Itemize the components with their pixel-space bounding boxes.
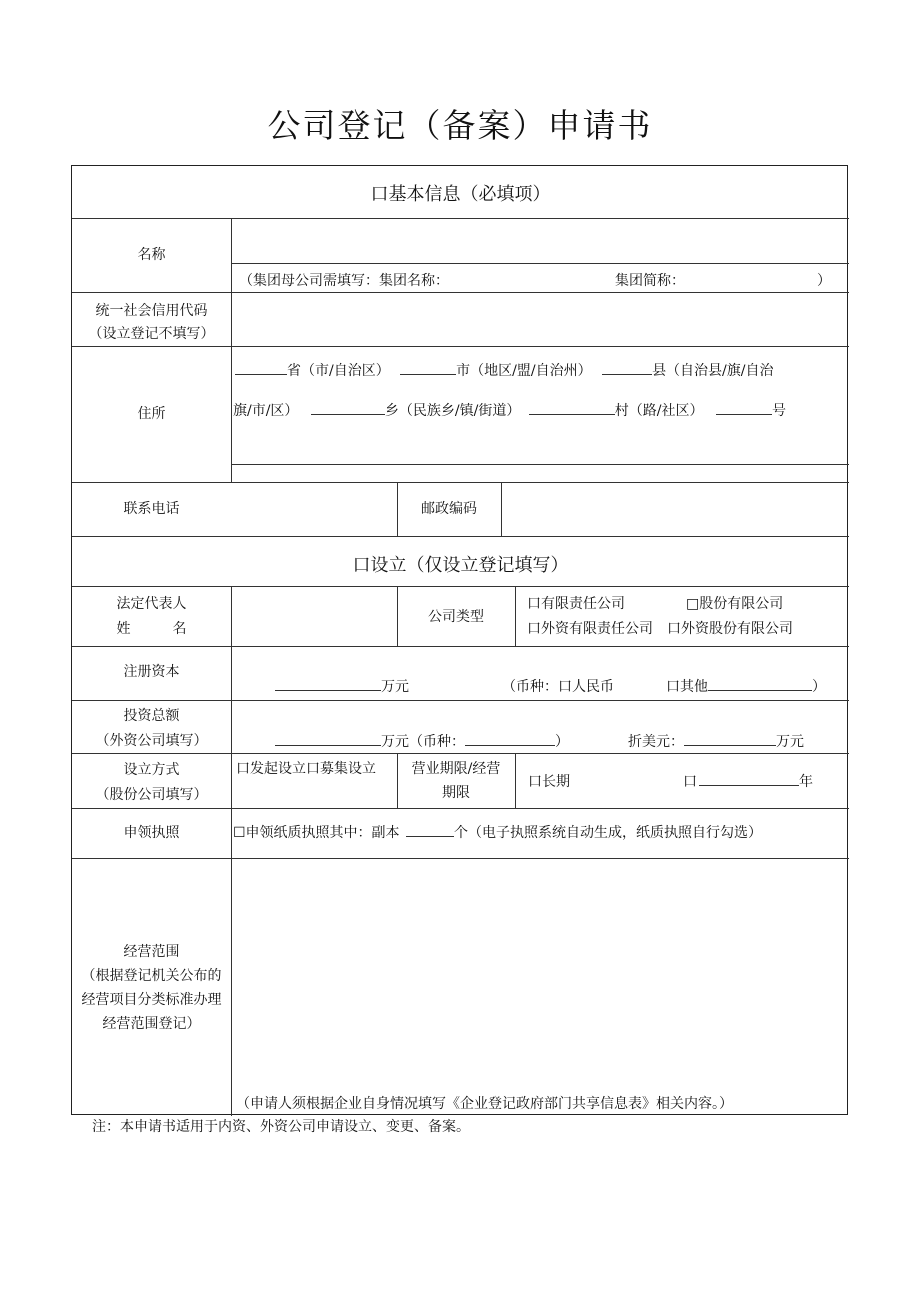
- type-option-foreign-llc[interactable]: 口外资有限责任公司: [527, 621, 653, 637]
- investment-label: 投资总额: [123, 708, 180, 724]
- scope-instruction: （申请人须根据企业自身情况填写《企业登记政府部门共享信息表》相关内容。）: [236, 1096, 733, 1112]
- license-line: ☐申领纸质执照其中：副本 个（电子执照系统自动生成，纸质执照自行勾选）: [233, 825, 763, 841]
- term-label: 营业期限/经营: [411, 761, 501, 777]
- application-form: [71, 165, 848, 1115]
- scope-note-3: 经营范围登记）: [102, 1016, 201, 1032]
- type-option-joint-stock[interactable]: □股份有限公司: [686, 596, 784, 612]
- scope-note-2: 经营项目分类标准办理: [81, 992, 222, 1008]
- page-title: 公司登记（备案）申请书: [267, 106, 653, 145]
- investment-note: （外资公司填写）: [95, 733, 208, 749]
- license-label: 申领执照: [123, 825, 180, 841]
- capital-currency-line: （币种：口人民币: [502, 679, 614, 695]
- type-option-llc[interactable]: 口有限责任公司: [527, 596, 625, 612]
- postcode-label: 邮政编码: [421, 501, 477, 517]
- type-option-foreign-joint-stock[interactable]: 口外资股份有限公司: [667, 621, 793, 637]
- term-years-line: 口 年: [683, 774, 813, 790]
- method-options[interactable]: 口发起设立口募集设立: [236, 761, 376, 777]
- company-type-label: 公司类型: [428, 609, 484, 625]
- term-label-2: 期限: [442, 785, 470, 801]
- scope-note-1: （根据登记机关公布的: [81, 968, 222, 984]
- investment-amount-line: 万元（币种： ）: [275, 731, 569, 753]
- footnote: 注：本申请书适用于内资、外资公司申请设立、变更、备案。: [92, 1119, 470, 1135]
- name-label: 名称: [137, 247, 166, 263]
- address-line-1: 省（市/自治区） 市（地区/盟/自治州） 县（自治县/旗/自治: [235, 360, 774, 382]
- group-name-label: （集团母公司需填写：集团名称：: [239, 273, 449, 289]
- group-short-label: 集团简称：: [615, 273, 685, 289]
- group-close: ）: [817, 273, 831, 289]
- scope-label: 经营范围: [123, 944, 180, 960]
- basic-info-heading: 口基本信息（必填项）: [370, 184, 551, 205]
- capital-currency-other: 口其他 ）: [666, 679, 826, 695]
- investment-usd-line: 折美元： 万元: [628, 734, 804, 750]
- phone-label: 联系电话: [123, 501, 180, 517]
- legal-rep-label: 法定代表人: [116, 596, 187, 612]
- term-long-option[interactable]: 口长期: [528, 774, 570, 790]
- address-line-2: 旗/市/区） 乡（民族乡/镇/街道） 村（路/社区） 号: [233, 403, 786, 419]
- credit-code-label: 统一社会信用代码: [95, 303, 208, 319]
- credit-code-note: （设立登记不填写）: [88, 326, 215, 342]
- method-label: 设立方式: [123, 762, 180, 778]
- setup-heading: 口设立（仅设立登记填写）: [352, 555, 569, 576]
- capital-label: 注册资本: [123, 664, 180, 680]
- capital-amount-line: 万元: [275, 676, 409, 698]
- method-note: （股份公司填写）: [95, 787, 208, 803]
- legal-rep-name-label: 姓 名: [116, 621, 187, 637]
- address-label: 住所: [137, 406, 166, 422]
